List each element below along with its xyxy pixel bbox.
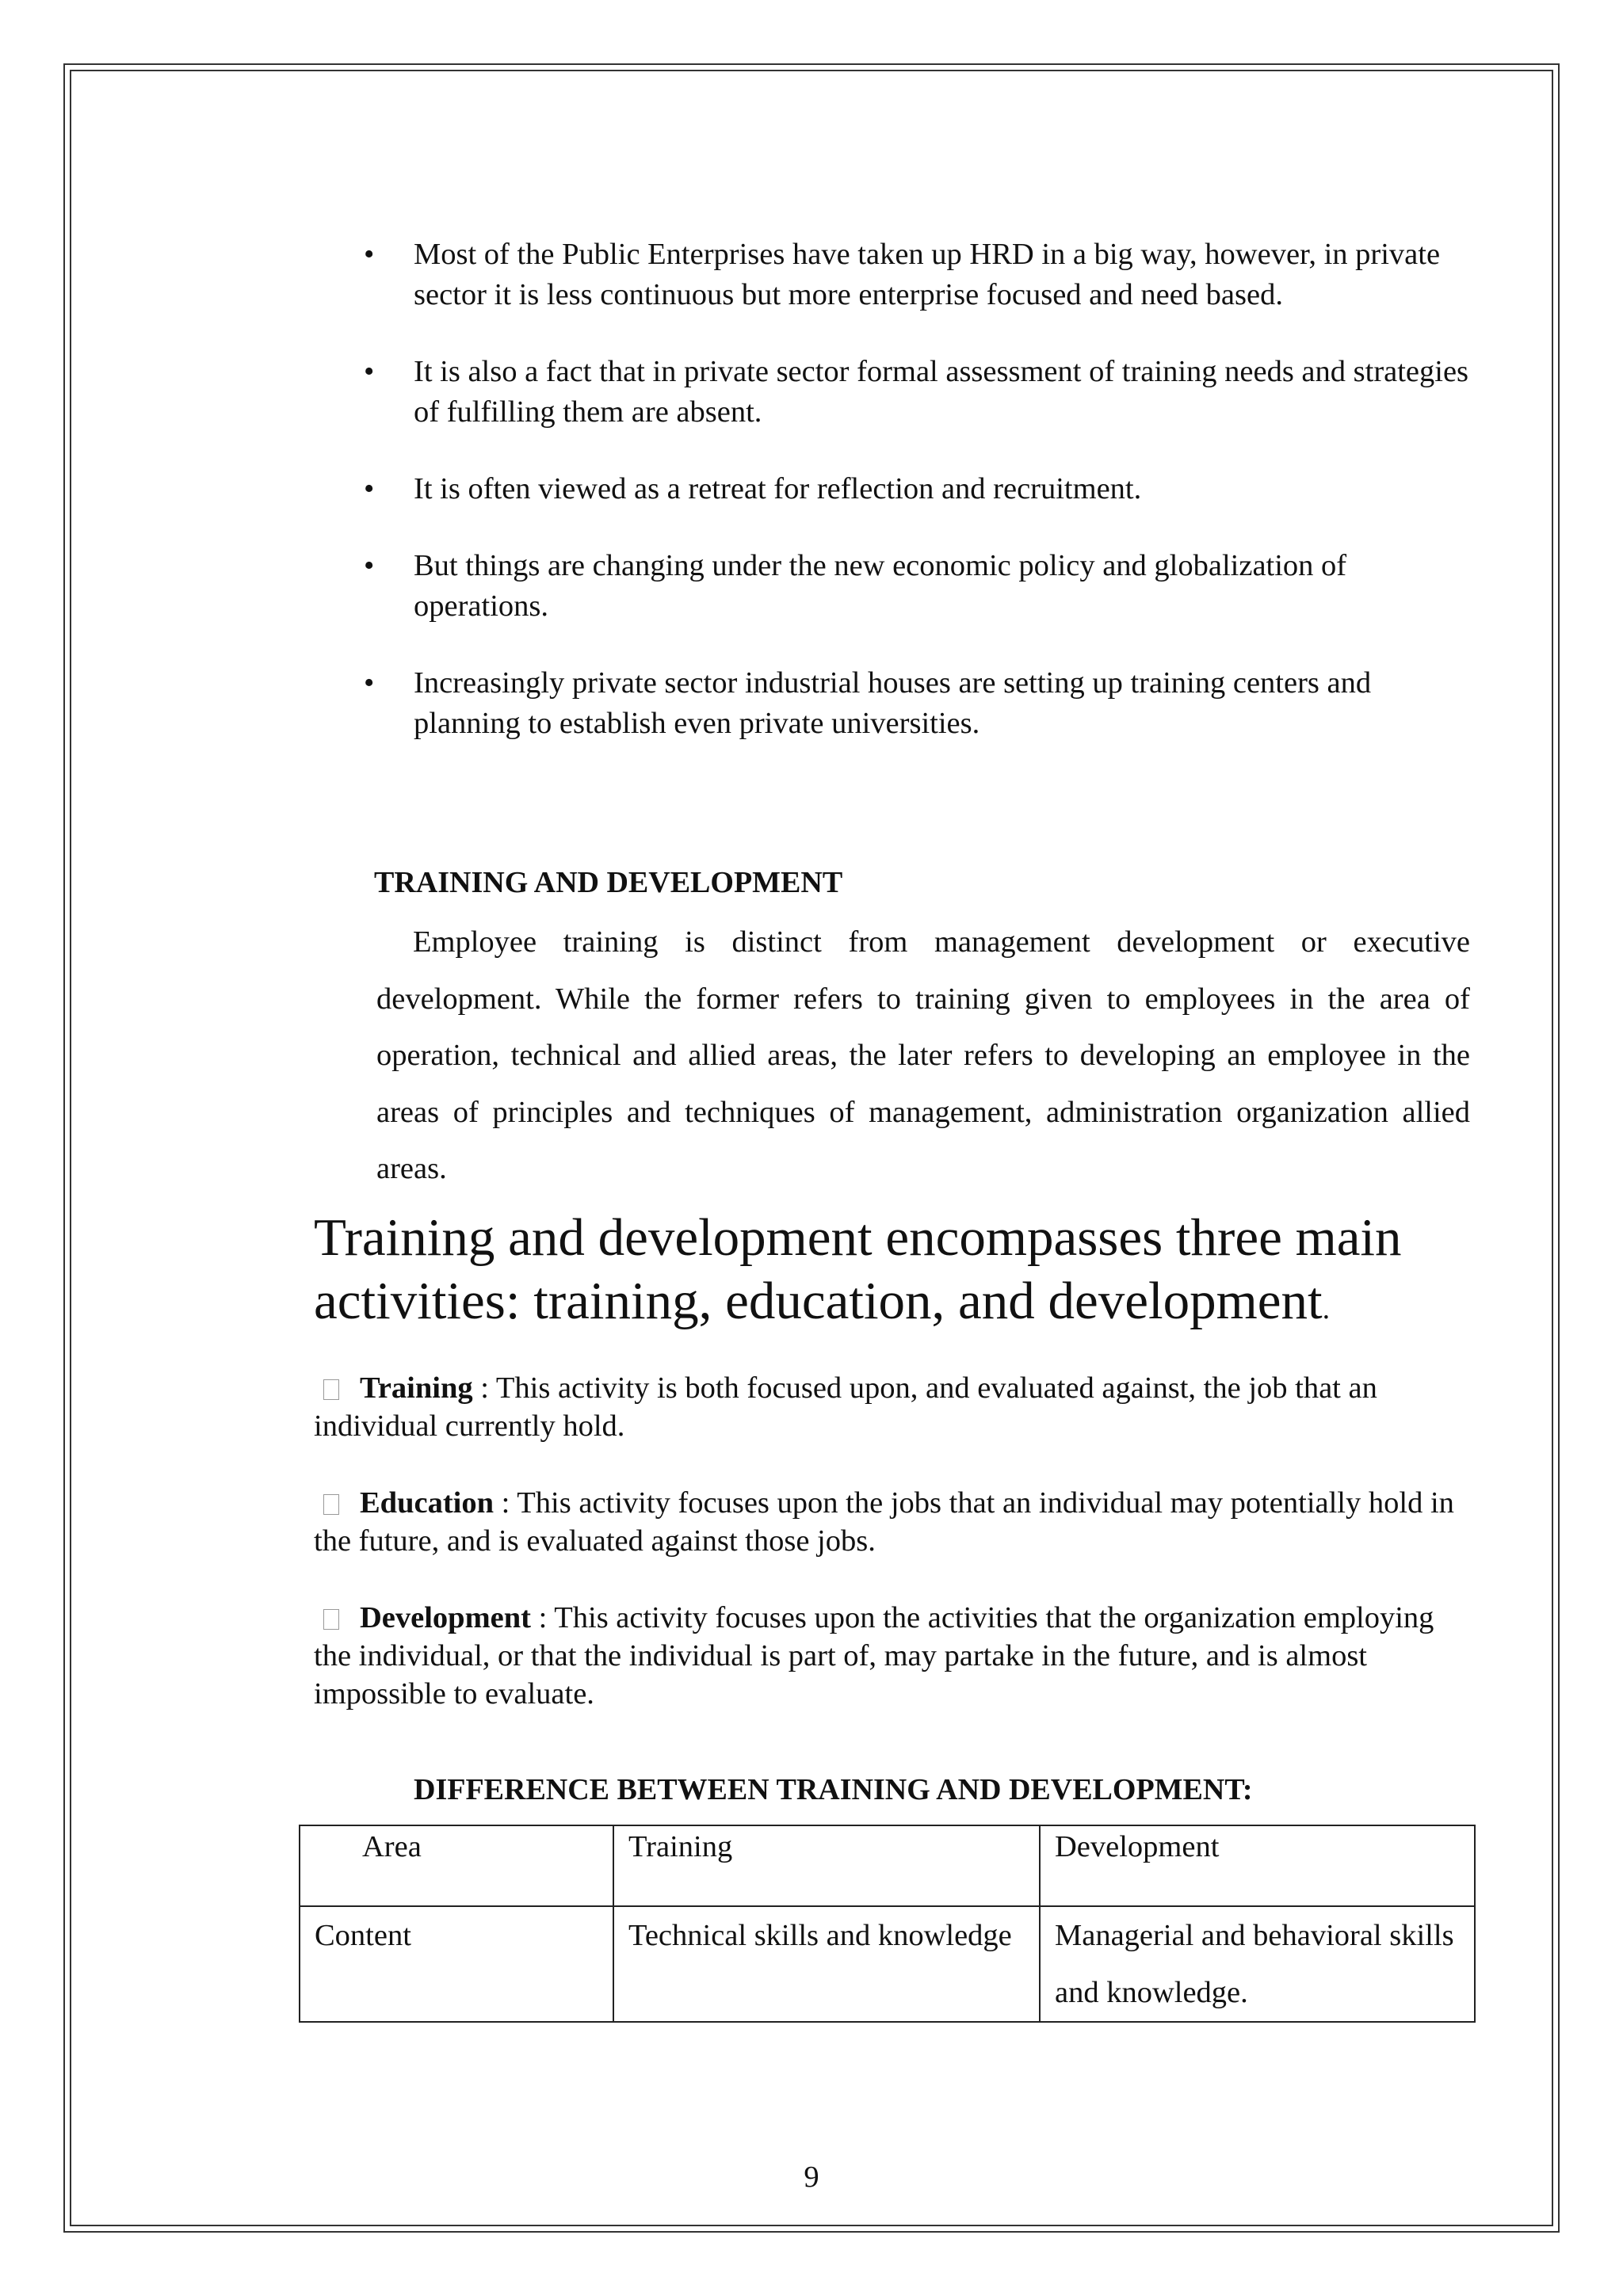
- activity-text: : This activity focuses upon the activities that the organization employing the individual, or that the individual is part of, may partake in the future, and is almost impossible to evaluate.: [314, 1601, 1434, 1711]
- activity-term: Training: [360, 1371, 473, 1405]
- table-title: DIFFERENCE BETWEEN TRAINING AND DEVELOPMENT:: [414, 1773, 1253, 1806]
- big-title: [314, 1206, 1503, 1341]
- checkbox-glyph-icon: [323, 1379, 339, 1400]
- list-item-text: It is often viewed as a retreat for reflection and recruitment.: [414, 472, 1142, 505]
- list-item-text: Most of the Public Enterprises have taken up HRD in a big way, however, in private sector it is less continuous but more enterprise focused and need based.: [414, 238, 1441, 311]
- table-header-cell: Area: [300, 1825, 613, 1906]
- activity-text: : This activity is both focused upon, and evaluated against, the job that an individual currently hold.: [314, 1371, 1377, 1443]
- bullet-list: [361, 235, 1470, 780]
- checkbox-glyph-icon: [323, 1494, 339, 1515]
- table-header-row: [300, 1825, 1475, 1906]
- list-item: [361, 663, 1470, 744]
- checkbox-glyph-icon: [323, 1609, 339, 1630]
- bullet-icon: •: [364, 549, 375, 582]
- table-cell: Technical skills and knowledge: [613, 1906, 1040, 2022]
- bullet-icon: •: [364, 666, 375, 700]
- activity-term: Development: [360, 1601, 531, 1634]
- table-row: [300, 1906, 1475, 2022]
- table-cell: Content: [300, 1906, 613, 2022]
- section-paragraph: Employee training is distinct from management development or executive development. While the former refers to training given to employees in the area of operation, technical and allied areas, the later refers to developing an employee in the areas of principles and techniques of management, administration organization allied areas.: [376, 925, 1470, 1185]
- section-heading: TRAINING AND DEVELOPMENT: [374, 866, 843, 899]
- big-title-text: Training and development encompasses three main activities: training, education, and development: [314, 1208, 1402, 1330]
- page-number: 9: [804, 2161, 819, 2194]
- list-item: [361, 546, 1470, 627]
- activity-item-training: [314, 1369, 1471, 1445]
- table-header-cell: Development: [1040, 1825, 1475, 1906]
- bullet-icon: •: [364, 355, 375, 388]
- list-item-text: It is also a fact that in private sector formal assessment of training needs and strategies of fulfilling them are absent.: [414, 355, 1469, 429]
- list-item: [361, 469, 1470, 509]
- activity-text: : This activity focuses upon the jobs that an individual may potentially hold in the future, and is evaluated against those jobs.: [314, 1486, 1454, 1558]
- difference-table: [299, 1825, 1476, 2023]
- activity-term: Education: [360, 1486, 495, 1520]
- bullet-icon: •: [364, 472, 375, 505]
- table-header-cell: Training: [613, 1825, 1040, 1906]
- activity-item-development: [314, 1599, 1471, 1713]
- big-title-period: .: [1322, 1292, 1331, 1325]
- list-item-text: Increasingly private sector industrial houses are setting up training centers and planning to establish even private universities.: [414, 666, 1372, 740]
- bullet-icon: •: [364, 238, 375, 271]
- list-item: [361, 352, 1470, 433]
- list-item: [361, 235, 1470, 315]
- activity-item-education: [314, 1484, 1471, 1560]
- table-cell: Managerial and behavioral skills and knowledge.: [1040, 1906, 1475, 2022]
- list-item-text: But things are changing under the new economic policy and globalization of operations.: [414, 549, 1347, 623]
